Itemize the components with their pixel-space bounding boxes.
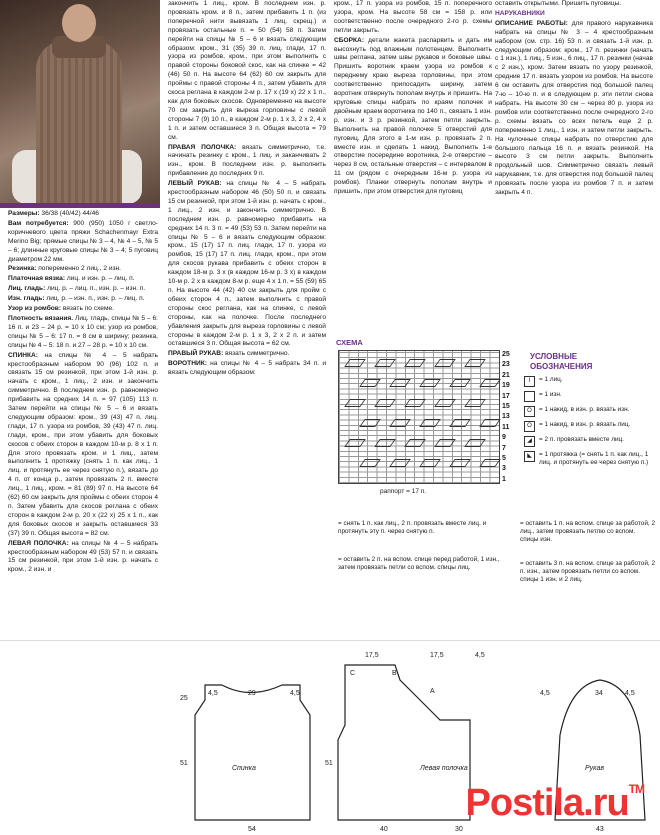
cable-symbol — [389, 419, 411, 427]
c2-para-0 — [168, 0, 326, 143]
cable-symbol — [359, 459, 381, 467]
section-heading: Лиц. гладь: — [8, 285, 46, 293]
c1-para-8 — [8, 352, 158, 539]
cable-symbol — [344, 439, 366, 447]
row-number: 23 — [502, 361, 510, 369]
c1-para-9 — [8, 540, 158, 576]
c4-para-1 — [495, 10, 653, 19]
row-number: 11 — [502, 423, 510, 431]
cable-symbol — [389, 379, 411, 387]
section-text: 900 (950) 1050 г светло-коричневого цвета пряжи Schachenmayr Extra Merino Big; прямые спицы № 3 – 4, № 4 – 5, № 5 – 6; длинные круговые спицы № 3 – 4; 5 пуговиц диаметром 22 мм. — [8, 219, 158, 263]
section-text: вязать по схеме. — [61, 305, 114, 313]
section-text: на спицы № 4 – 5 набрать крестообразным набором 49 (53) 57 п. и связать 15 см резинкой, при этом 1-й изн. р. начать с кром., 2 изн. и — [8, 539, 158, 574]
legend-title: УСЛОВНЫЕ ОБОЗНАЧЕНИЯ — [530, 352, 593, 371]
section-heading: ЛЕВЫЙ РУКАВ: — [168, 180, 222, 188]
cable-symbol — [449, 419, 471, 427]
cable-symbol — [419, 419, 441, 427]
c2-para-4 — [168, 360, 326, 378]
section-heading: ПРАВЫЙ РУКАВ: — [168, 350, 224, 358]
c1-para-7 — [8, 315, 158, 351]
c3-para-1 — [334, 37, 492, 197]
svg-text:4,5: 4,5 — [290, 690, 300, 697]
row-number: 17 — [502, 392, 510, 400]
legend-text: = 1 накид, в изн. р. вязать изн. — [539, 406, 630, 413]
svg-text:17,5: 17,5 — [430, 652, 444, 659]
front-outline — [338, 665, 470, 820]
cable-symbol — [359, 379, 381, 387]
svg-text:29: 29 — [248, 690, 256, 697]
section-heading: Платочная вязка: — [8, 275, 66, 283]
section-heading: СБОРКА: — [334, 36, 365, 44]
cable-symbol — [479, 419, 501, 427]
section-text: попеременно 2 лиц., 2 изн. — [36, 265, 121, 273]
text-column-4 — [495, 0, 653, 199]
legend-item — [524, 451, 654, 467]
c1-para-0 — [8, 210, 158, 219]
text-column-1 — [8, 210, 158, 576]
legend-symbol-icon — [524, 391, 535, 402]
c2-para-3 — [168, 350, 326, 359]
cable-symbol — [464, 439, 486, 447]
row-number: 1 — [502, 475, 506, 483]
legend-item — [524, 406, 654, 417]
section-text: для правого нарукавника набрать на спицы № 3 – 4 крестообразным набором (см. стр. 16) 53 п. и связать 1-й изн. р. следующим образом: кром., 17 п. резинки (начать с 1 изн.), 1 лиц., 5 изн., 6 лиц., 17 п. резинки (начав с 2 изн.), кром. Затем вязать по узору резинкой, средние 17 п. вязать узором из ромбов. На высоте 6 см оставить для отверстия под большой палец 7-ю – 10-ю п. и в следующем р. эти петли снова набрать. На высоте 30 см – через 80 р. узора из ромбов или соответственно после очередного 2-го р. схемы вязать со всех петель еще 2 р. попеременно 1 лиц., 1 изн. и затем петли закрыть. На чулочные спицы набрать по отверстию для большого пальца 16 п. и вязать резинкой. На высоте 3 см петли закрыть. Выполнить продольный шов. Симметрично связать левый нарукавник, т.е. для отверстия под большой палец провязать после узора из ромбов 7 п. и затем закрыть 4 п. — [495, 19, 653, 197]
section-text: 36/38 (40/42) 44/46 — [39, 210, 99, 217]
legend-text: = 1 изн. — [539, 391, 562, 398]
chart-rapport-label: раппорт = 17 п. — [380, 488, 427, 495]
section-text: лиц. р. – лиц. п., изн. р. – изн. п. — [45, 285, 146, 293]
section-text: детали жакета распарвить и дать им высохнуть под влажным полотенцем. Выполнить швы реглана, затем швы рукавов и боковые швы. Пришить воротник краем узора из ромбов к переднему краю выреза горловины, при этом соответственно припосадить ширину, затем воротник отвернуть пополам внутрь и пришить. На круговые спицы набрать по краям полочек и двойным краем воротника по 140 п., связать 1 изн. р. изн. и 3 р. резинкой, затем петли закрыть. Выполнить на правой полочке 5 отверстий для пуговиц. Для этого в 1-м изн. р. провязать 2 п. вместе изн. и сделать 1 накид. Выполнить 1-е отверстие посередине воротника, 2-е отверстие – через 8 см, остальные отверстия – с интервалом в 11 см (рядом с очередным 16-м р. узора из ромбов). Планки отвернуть пополам внутрь и пришить, при этом отверстия для пуговиц — [334, 36, 492, 196]
c4-para-2 — [495, 20, 653, 198]
section-heading: ЛЕВАЯ ПОЛОЧКА: — [8, 539, 69, 547]
svg-text:40: 40 — [380, 826, 388, 833]
svg-text:4,5: 4,5 — [540, 690, 550, 697]
section-heading: Изн. гладь: — [8, 295, 45, 303]
section-heading: СПИНКА: — [8, 351, 38, 359]
c1-para-3 — [8, 275, 158, 284]
cable-symbol — [434, 359, 456, 367]
row-number: 19 — [502, 382, 510, 390]
section-text: вязать симметрично, т.е. начинать резинку с кром., 1 лиц. и заканчивать 2 изн., кром. В последнем изн. р. выполнить прибавление до последних 9 п. — [168, 143, 326, 178]
row-number: 21 — [502, 371, 510, 379]
row-number: 25 — [502, 351, 510, 358]
cable-symbol — [359, 419, 381, 427]
cable-symbol — [374, 439, 396, 447]
cable-symbol — [479, 459, 501, 467]
legend-text: = 1 лиц. — [539, 376, 563, 383]
section-heading: ВОРОТНИК: — [168, 360, 207, 368]
legend-item — [524, 421, 654, 432]
chart-title: СХЕМА — [336, 338, 363, 347]
legend-item — [524, 436, 654, 447]
c2-para-2 — [168, 180, 326, 349]
cable-symbol — [344, 359, 366, 367]
svg-text:51: 51 — [180, 760, 188, 767]
cable-symbol — [404, 399, 426, 407]
section-heading: Вам потребуется: — [8, 219, 69, 227]
svg-text:B: B — [392, 670, 397, 677]
row-number: 5 — [502, 455, 506, 463]
section-text: кром., 17 п. узора из ромбов, 15 п. поперечного узора, кром. На высоте 58 см = 158 р. или соответственно после очередного 2-го р. схемы петли закрыть. — [334, 0, 492, 34]
cable-symbol — [374, 399, 396, 407]
legend-list — [524, 376, 654, 471]
watermark-logo: Postila.ru™ — [465, 782, 644, 824]
c1-para-5 — [8, 295, 158, 304]
svg-text:4,5: 4,5 — [208, 690, 218, 697]
cable-symbol — [434, 399, 456, 407]
svg-text:34: 34 — [595, 690, 603, 697]
section-divider — [0, 640, 660, 641]
legend-symbol-icon: O — [524, 421, 535, 432]
c2-para-1 — [168, 144, 326, 180]
cardigan-shape — [36, 40, 122, 204]
note-4: = оставить 3 п. на вспом. спице за работой, 2 п. изн., затем провязать петли со вспом. спицы 1 изн. и 2 лиц. — [520, 560, 656, 583]
accent-bar — [0, 203, 160, 208]
svg-text:4,5: 4,5 — [475, 652, 485, 659]
text-column-2 — [168, 0, 326, 379]
knitting-chart — [338, 350, 500, 484]
legend-item — [524, 376, 654, 387]
row-number: 3 — [502, 465, 506, 473]
svg-text:43: 43 — [596, 826, 604, 833]
front-label: Левая полочка — [420, 765, 468, 772]
cable-symbol — [449, 379, 471, 387]
c1-para-1 — [8, 220, 158, 265]
cable-symbol — [419, 459, 441, 467]
section-text: на спицы № 4 – 5 набрать крестообразным набором 46 (50) 50 п. и связать 15 см резинкой, при этом 1-й изн. р. начать с кром., 1 лиц., 2 изн. и закончить симметрично. В последнем изн. р. равномерно прибавить на средних 14 п. 3 п. = 49 (53) 53 п. Затем перейти на спицы № 5 – 6 и вязать следующим образом: кром., 15 (17) 17 п. лиц. глади, 17 п. узора из ромбов, 15 (17) 17 п. лиц. глади, кром., при этом для скосов рукава прибавить с обеих сторон в каждом 18-м р. 3 х (в каждом 16-м р. 3 х) в каждом 10-м р. 2 х в каждом 8-м р. еще 4 х 1 п. = 55 (59) 65 п. На высоте 44 (42) 40 см закрыть для пройм с обеих сторон 4 п., затем выполнить с правой стороны скос реглана, как на спинке, с левой стороны, как на полочке. После последнего убавления закрыть для выреза горловины с левой стороны в каждом 2-м р. 1 х 3, 2 х 2 п. и затем оставшиеся 3 п. Общая высота = 62 см. — [168, 180, 326, 348]
section-heading: Плотность вязания. — [8, 314, 74, 322]
section-heading: НАРУКАВНИКИ — [495, 9, 545, 17]
row-number: 13 — [502, 413, 510, 421]
section-text: на спицы № 4 – 5 набрать 34 п. и вязать следующим образом: — [168, 360, 326, 377]
cable-symbol — [374, 359, 396, 367]
cable-symbol — [464, 399, 486, 407]
legend-symbol-icon: ◣ — [524, 451, 535, 462]
text-column-3 — [334, 0, 492, 198]
cable-symbol — [449, 459, 471, 467]
section-heading: Резинка: — [8, 265, 37, 273]
cable-symbol — [464, 359, 486, 367]
section-heading: ПРАВАЯ ПОЛОЧКА: — [168, 143, 237, 151]
legend-symbol-icon: O — [524, 406, 535, 417]
svg-text:51: 51 — [325, 760, 333, 767]
section-text: лиц. и изн. р. – лиц. п. — [65, 275, 135, 283]
svg-text:4,5: 4,5 — [625, 690, 635, 697]
row-number: 9 — [502, 434, 506, 442]
back-label: Спинка — [232, 765, 256, 772]
cable-symbol — [404, 359, 426, 367]
note-3: = оставить 1 п. на вспом. спице за работой, 2 лиц., затем провязать петлю со вспом. спицы изн. — [520, 520, 656, 543]
c1-para-4 — [8, 285, 158, 294]
row-number: 7 — [502, 444, 506, 452]
legend-symbol-icon: ◢ — [524, 436, 535, 447]
c3-para-0 — [334, 0, 492, 36]
svg-text:17,5: 17,5 — [365, 652, 379, 659]
section-text: закончить 1 лиц., кром. В последнем изн. р. провязать кром. и 8 п., затем прибавить 1 п. (из поперечной нити вывязать 1 лиц. скрещ.) и провязать остальные п. = 50 (54) 58 п. Затем перейти на спицы № 5 – 6 и вязать следующим образом: кром., 31 (35) 39 п. лиц. глади, 17 п. узора из ромбов, кром., при этом выполнить с правой стороны боковой скос, как на спинке = 42 (46) 50 п. На высоте 64 (62) 60 см закрыть для проймы с правой стороны 4 п., затем убавить для скоса реглана в каждом 2-м р. 17 х (19 х) 22 х 1 п., как для боковых скосов. Одновременно на высоте 70 см закрыть для выреза горловины с левой стороны 7 (9) 10 п., в каждом 2-м р. 1 х 3, 2 х 2, 4 х 1 п. и затем оставшиеся 3 п. Общая высота = 79 см. — [168, 0, 326, 141]
sleeve-label: Рукав — [585, 765, 605, 772]
chart-row-numbers — [502, 350, 510, 485]
section-text: вязать симметрично. — [223, 350, 290, 358]
c4-para-0 — [495, 0, 653, 9]
section-heading: ОПИСАНИЕ РАБОТЫ: — [495, 19, 568, 27]
section-text: лиц. р. – изн. п., изн. р. – лиц. п. — [44, 295, 145, 303]
svg-text:54: 54 — [248, 826, 256, 833]
section-text: оставить открытыми. Пришить пуговицы. — [495, 0, 622, 7]
section-text: Лиц. гладь, спицы № 5 – 6: 16 п. и 23 – 24 р. = 10 х 10 см; узор из ромбов, спицы № 5 – 6: 17 п. = 8 см в ширину; резинка, спицы № 4 – 5: 18 п. и 27 – 28 р. = 10 х 10 см. — [8, 314, 158, 349]
legend-text: = 1 накид, в изн. р. вязать лиц. — [539, 421, 631, 428]
cable-symbol — [389, 459, 411, 467]
svg-text:30: 30 — [455, 826, 463, 833]
legend-text: = 1 протяжка (= снять 1 п. как лиц., 1 лиц. и протянуть ее через снятую п.) — [539, 451, 649, 466]
model-photo — [0, 0, 160, 204]
cable-symbol — [419, 379, 441, 387]
back-outline — [195, 685, 310, 820]
legend-symbol-icon: I — [524, 376, 535, 387]
row-number: 15 — [502, 403, 510, 411]
c1-para-2 — [8, 265, 158, 274]
svg-text:C: C — [350, 670, 356, 677]
section-text: на спицы № 4 – 5 набрать крестообразным набором 90 (96) 102 п. и связать 15 см резинкой, при этом 1-й изн. р. начать с кром., 1 лиц., 2 изн. и закончить симметрично. В последнем изн. р. равномерно прибавить на средних 14 п. = 97 (105) 113 п. Затем перейти на спицы № 5 – 6 и вязать следующим образом: кром., 39 (43) 47 п. лиц. глади, 17 п. узора из ромбов, 39 (43) 47 п. лиц. глади, кром., при этом убавить для боковых скосов с обеих сторон в каждом 10-м р. 8 х 1 п. Для этого провязать кром. и 1 лиц., затем выполнить 1 протяжку (снять 1 п. как лиц., 1 лиц. и протянуть ее через снятую п.), вязать до 4 п. от конца р., затем провязать 2 п. вместе лиц., 1 лиц., кром. = 81 (89) 97 п. На высоте 64 (62) 60 см закрыть для проймы с обеих сторон 4 п. Затем убавить для скосов реглана с обеих сторон в каждом 2-м р. 20 х (22 х) 25 х 1 п., как для боковых скосов и закрыть оставшиеся 33 (37) 39 п. Общая высота = 82 см. — [8, 351, 158, 537]
legend-item — [524, 391, 654, 402]
section-heading: Размеры: — [8, 210, 40, 217]
cable-symbol — [479, 379, 501, 387]
c1-para-6 — [8, 305, 158, 314]
note-1: = снять 1 п. как лиц., 2 п. провязать вместе лиц. и протянуть эту п. через снятую п. — [338, 520, 487, 535]
legend-text: = 2 п. провязать вместе лиц. — [539, 436, 624, 443]
section-heading: Узор из ромбов: — [8, 305, 62, 313]
svg-text:A: A — [430, 688, 435, 695]
head-shape — [62, 4, 96, 42]
svg-text:25: 25 — [180, 695, 188, 702]
note-2: = оставить 2 п. на вспом. спице перед работой, 1 изн., затем провязать петли со вспом. спицы лиц. — [338, 556, 500, 571]
cable-symbol — [404, 439, 426, 447]
cable-symbol — [344, 399, 366, 407]
cable-symbol — [434, 439, 456, 447]
